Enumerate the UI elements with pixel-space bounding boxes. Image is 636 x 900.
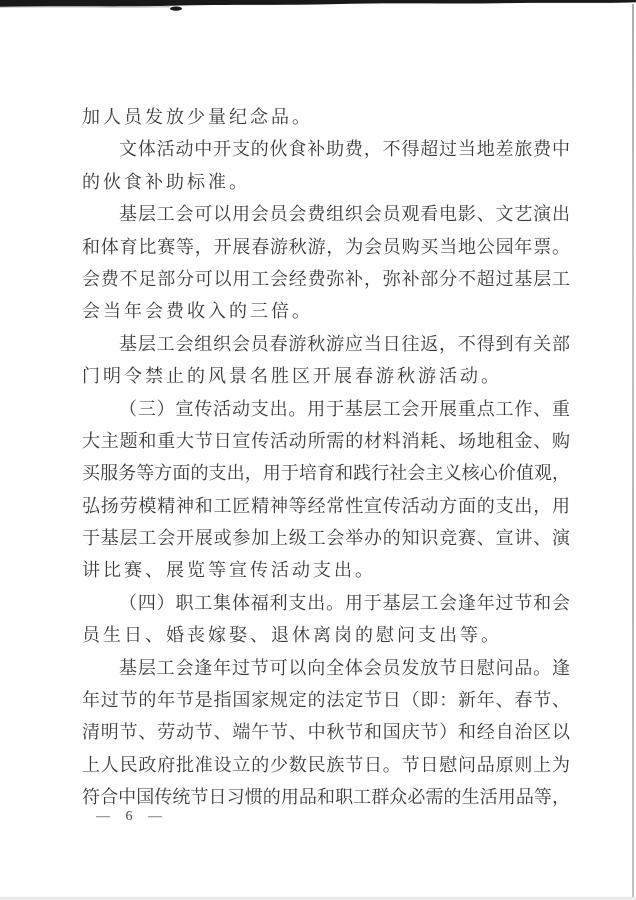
- text-line: 和体育比赛等，开展春游秋游，为会员购买当地公园年票。: [82, 236, 570, 257]
- text-line: 会费不足部分可以用工会经费弥补，弥补部分不超过基层工: [82, 268, 570, 289]
- text-line: 基层工会组织会员春游秋游应当日往返，不得到有关部: [119, 333, 570, 354]
- text-line: 基层工会可以用会员会费组织会员观看电影、文艺演出: [119, 204, 570, 225]
- text-line: 讲比赛、展览等宣传活动支出。: [82, 560, 376, 581]
- text-line: 会当年会费收入的三倍。: [82, 301, 313, 322]
- text-line: 清明节、劳动节、端午节、中秋节和国庆节）和经自治区以: [82, 722, 570, 743]
- scan-top-edge-artifact: [0, 0, 636, 14]
- text-line: 员生日、婚丧嫁娶、退休离岗的慰问支出等。: [82, 625, 502, 646]
- text-line: （三）宣传活动支出。用于基层工会开展重点工作、重: [119, 398, 570, 419]
- text-line: 大主题和重大节日宣传活动所需的材料消耗、场地租金、购: [82, 430, 570, 451]
- text-line: 门明令禁止的风景名胜区开展春游秋游活动。: [82, 366, 502, 387]
- text-line: （四）职工集体福利支出。用于基层工会逢年过节和会: [119, 592, 570, 613]
- document-body-text: [82, 101, 570, 814]
- text-line: 符合中国传统节日习惯的用品和职工群众必需的生活用品等，: [82, 787, 570, 808]
- text-line: 弘扬劳模精神和工匠精神等经常性宣传活动方面的支出，用: [82, 495, 570, 516]
- text-line: 上人民政府批准设立的少数民族节日。节日慰问品原则上为: [82, 754, 570, 775]
- scan-right-edge-artifact: [632, 4, 634, 900]
- page-number: — 6 —: [96, 809, 168, 824]
- text-line: 基层工会逢年过节可以向全体会员发放节日慰问品。逢: [119, 657, 570, 678]
- text-line: 年过节的年节是指国家规定的法定节日（即：新年、春节、: [82, 690, 570, 711]
- text-line: 文体活动中开支的伙食补助费，不得超过当地差旅费中: [119, 139, 570, 160]
- text-line: 加人员发放少量纪念品。: [82, 107, 313, 127]
- text-line: 买服务等方面的支出，用于培育和践行社会主义核心价值观，: [82, 463, 570, 484]
- text-line: 于基层工会开展或参加上级工会举办的知识竞赛、宣讲、演: [82, 528, 570, 549]
- text-line: 的伙食补助标准。: [82, 171, 250, 192]
